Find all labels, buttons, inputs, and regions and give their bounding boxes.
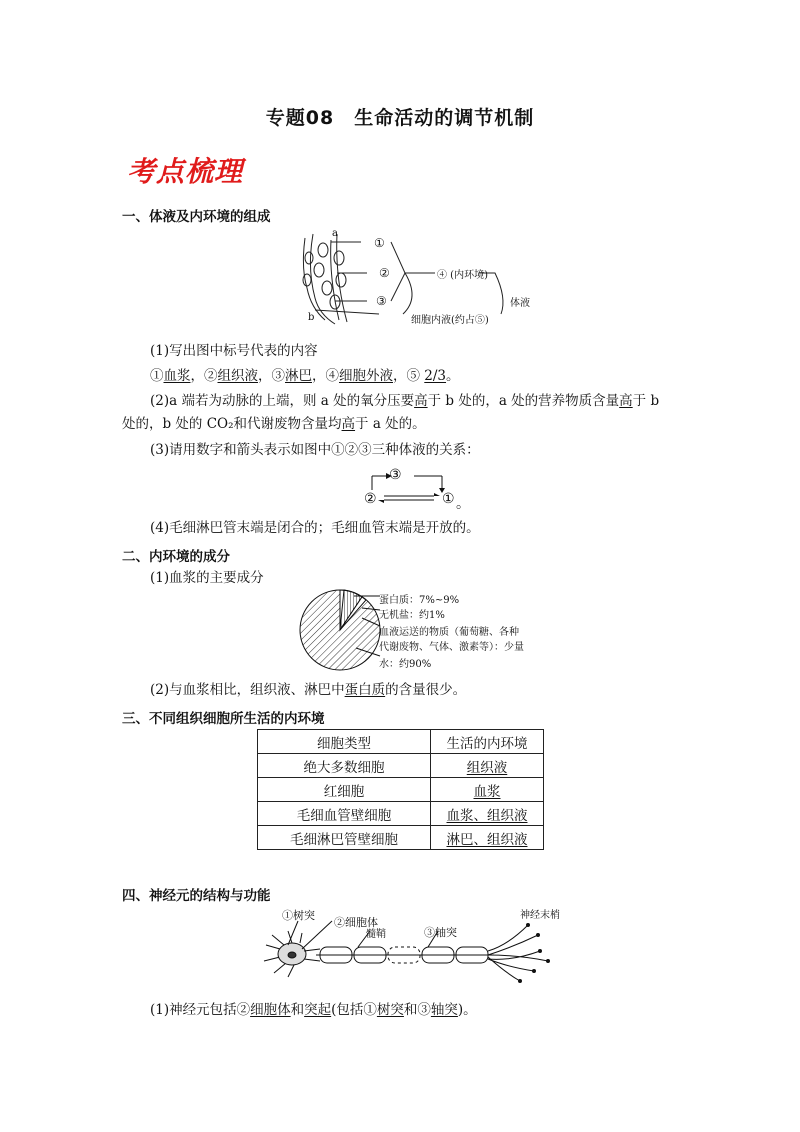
cell-type: 毛细淋巴管壁细胞: [258, 826, 431, 850]
label-body-fluid: 体液: [510, 298, 530, 309]
environment: 淋巴、组织液: [431, 826, 544, 850]
table-row: [258, 754, 544, 778]
environment: 组织液: [431, 754, 544, 778]
q2-line2: 处的，b 处的 CO₂和代谢废物含量均高于 a 处的。: [122, 416, 426, 432]
cell-environment-table: [257, 729, 544, 850]
relation-2: ②: [364, 491, 377, 507]
q2-line1: (2)a 端若为动脉的上端，则 a 处的氧分压要高于 b 处的，a 处的营养物质含量高于 b: [150, 393, 660, 409]
cell-type: 红细胞: [258, 778, 431, 802]
heading-cell-environment: 三、不同组织细胞所生活的内环境: [122, 711, 325, 727]
neuron-q1: (1)神经元包括②细胞体和突起(包括①树突和③轴突)。: [150, 1002, 477, 1018]
relation-3: ③: [389, 467, 402, 483]
neuron-label-axon: ③轴突: [424, 926, 457, 939]
label-1: ①: [374, 236, 385, 250]
label-b: b: [308, 312, 315, 323]
header-environment: 生活的内环境: [431, 730, 544, 754]
header-cell-type: 细胞类型: [258, 730, 431, 754]
cell-type: 毛细血管壁细胞: [258, 802, 431, 826]
environment: 血浆: [431, 778, 544, 802]
label-intracellular: 细胞内液(约占⑤): [411, 315, 489, 326]
label-3: ③: [376, 294, 387, 308]
label-4: ④ (内环境): [437, 270, 488, 281]
label-a: a: [332, 228, 338, 239]
neuron-label-terminal: 神经末梢: [520, 910, 560, 921]
pie-label-transport-2: 代谢废物、气体、激素等）：少量: [379, 642, 524, 653]
label-2: ②: [379, 266, 390, 280]
neuron-label-soma: ②细胞体: [334, 916, 378, 929]
q1-answer: ①血浆，②组织液，③淋巴，④细胞外液，⑤ 2/3。: [150, 368, 460, 384]
table-row: [258, 778, 544, 802]
pie-label-water: 水：约90%: [379, 659, 432, 670]
plasma-q1: (1)血浆的主要成分: [150, 570, 264, 586]
q3-text: (3)请用数字和箭头表示如图中①②③三种体液的关系：: [150, 442, 480, 458]
pie-label-transport-1: 血液运送的物质（葡萄糖、各种: [379, 627, 519, 638]
neuron-label-sheath: 髓鞘: [366, 929, 386, 940]
relation-1: ①: [442, 491, 455, 507]
pie-label-protein: 蛋白质：7%~9%: [379, 595, 460, 606]
section-banner: 考点梳理: [127, 155, 244, 188]
heading-body-fluid: 一、体液及内环境的组成: [122, 209, 271, 225]
table-row: [258, 826, 544, 850]
cell-type: 绝大多数细胞: [258, 754, 431, 778]
plasma-pie-chart: [296, 588, 386, 672]
table-row: [258, 802, 544, 826]
heading-neuron: 四、神经元的结构与功能: [122, 888, 271, 904]
q4-text: (4)毛细淋巴管末端是闭合的；毛细血管末端是开放的。: [150, 520, 480, 536]
neuron-label-dendrite: ①树突: [282, 909, 315, 922]
page-title: 专题08 生命活动的调节机制: [265, 107, 535, 129]
table-header-row: [258, 730, 544, 754]
environment: 血浆、组织液: [431, 802, 544, 826]
pie-label-salt: 无机盐：约1%: [379, 610, 445, 621]
q1-question: (1)写出图中标号代表的内容: [150, 343, 318, 359]
relation-period: 。: [456, 496, 470, 512]
heading-components: 二、内环境的成分: [122, 549, 230, 565]
plasma-q2: (2)与血浆相比，组织液、淋巴中蛋白质的含量很少。: [150, 682, 467, 698]
